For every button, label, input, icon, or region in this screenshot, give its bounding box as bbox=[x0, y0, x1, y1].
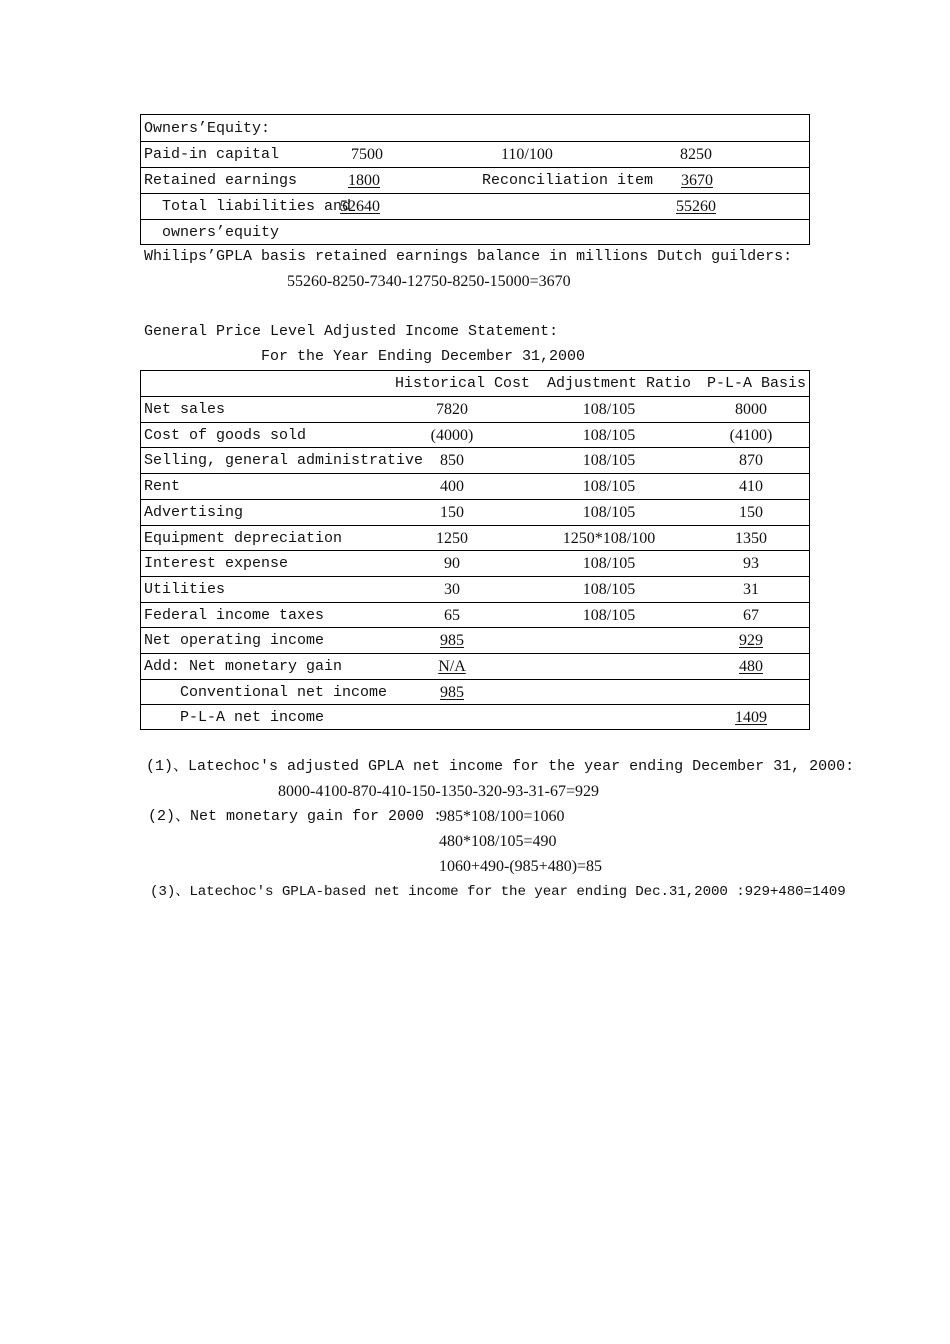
income-statement-title: General Price Level Adjusted Income Statement: bbox=[144, 323, 559, 340]
row-label: Add: Net monetary gain bbox=[144, 658, 343, 675]
adjustment-ratio-cell: 108/105 bbox=[582, 606, 636, 624]
pla-basis-cell: 1350 bbox=[735, 529, 767, 547]
row-label: Conventional net income bbox=[144, 683, 388, 701]
table-row bbox=[141, 525, 809, 551]
answer-2-calc-1: 985*108/100=1060 bbox=[439, 808, 565, 825]
answer-1-line: (1)、Latechoc's adjusted GPLA net income for the year ending December 31, 2000: bbox=[146, 758, 855, 775]
equity-label: Retained earnings bbox=[144, 172, 298, 189]
equity-row bbox=[141, 167, 809, 193]
equity-amount: 7500 bbox=[351, 146, 383, 163]
row-label: Net operating income bbox=[144, 632, 325, 650]
pla-basis-cell: 67 bbox=[743, 606, 759, 624]
pla-basis-cell: 870 bbox=[739, 452, 763, 470]
row-label: Equipment depreciation bbox=[144, 529, 343, 547]
answer-1-calc: 8000-4100-870-410-150-1350-320-93-31-67=929 bbox=[278, 783, 599, 800]
table-row bbox=[141, 550, 809, 576]
pla-basis-cell: 480 bbox=[739, 658, 763, 675]
table-row bbox=[141, 576, 809, 602]
table-row bbox=[141, 422, 809, 448]
pla-basis-cell: 410 bbox=[739, 478, 763, 496]
historical-cost-cell: 400 bbox=[440, 478, 464, 496]
historical-cost-cell: 985 bbox=[440, 632, 464, 650]
equity-label: owners’equity bbox=[144, 224, 280, 241]
table-row bbox=[141, 473, 809, 499]
row-label: Advertising bbox=[144, 503, 244, 521]
row-label: Utilities bbox=[144, 580, 226, 598]
historical-cost-cell: 985 bbox=[440, 683, 464, 701]
table-row bbox=[141, 447, 809, 473]
equity-ratio: 110/100 bbox=[501, 146, 553, 163]
adjustment-ratio-cell: 108/105 bbox=[582, 555, 636, 573]
equity-ratio: Reconciliation item bbox=[482, 172, 654, 189]
income-statement-subtitle: For the Year Ending December 31,2000 bbox=[261, 348, 586, 365]
historical-cost-cell: 7820 bbox=[436, 401, 468, 418]
table-row bbox=[141, 679, 809, 705]
equity-label: Paid-in capital bbox=[144, 146, 280, 163]
equity-row bbox=[141, 141, 809, 167]
historical-cost-cell: 65 bbox=[444, 606, 460, 624]
header-historical-cost: Historical Cost bbox=[395, 375, 531, 392]
row-label: Federal income taxes bbox=[144, 606, 325, 624]
row-label: Rent bbox=[144, 478, 181, 496]
adjustment-ratio-cell: 108/105 bbox=[582, 580, 636, 598]
pla-basis-cell: (4100) bbox=[729, 426, 773, 444]
historical-cost-cell: N/A bbox=[438, 658, 466, 675]
adjustment-ratio-cell: 108/105 bbox=[582, 503, 636, 521]
retained-note-calc: 55260-8250-7340-12750-8250-15000=3670 bbox=[287, 273, 571, 290]
historical-cost-cell: 850 bbox=[440, 452, 464, 470]
row-label: Interest expense bbox=[144, 555, 289, 573]
header-adjustment-ratio: Adjustment Ratio bbox=[547, 375, 692, 392]
equity-adjusted: 55260 bbox=[676, 198, 716, 215]
table-row bbox=[141, 653, 809, 679]
row-label: P-L-A net income bbox=[144, 709, 325, 727]
historical-cost-cell: 30 bbox=[444, 580, 460, 598]
pla-basis-cell: 31 bbox=[743, 580, 759, 598]
answer-2-label: (2)、Net monetary gain for 2000 : bbox=[148, 808, 443, 825]
table-row bbox=[141, 499, 809, 525]
table-row bbox=[141, 627, 809, 653]
adjustment-ratio-cell: 108/105 bbox=[582, 426, 636, 444]
adjustment-ratio-cell: 108/105 bbox=[582, 478, 636, 496]
equity-row bbox=[141, 115, 809, 141]
table-row bbox=[141, 396, 809, 422]
answer-2-calc-3: 1060+490-(985+480)=85 bbox=[439, 858, 603, 875]
equity-amount: 1800 bbox=[348, 172, 380, 189]
equity-row bbox=[141, 193, 809, 219]
historical-cost-cell: (4000) bbox=[430, 426, 474, 444]
table-header-row bbox=[141, 371, 809, 396]
pla-basis-cell: 1409 bbox=[735, 709, 767, 727]
historical-cost-cell: 150 bbox=[440, 503, 464, 521]
row-label: Net sales bbox=[144, 401, 226, 418]
equity-adjusted: 3670 bbox=[681, 172, 713, 189]
answer-2-calc-2: 480*108/105=490 bbox=[439, 833, 557, 850]
equity-label: Total liabilities and bbox=[144, 198, 352, 215]
row-label: Selling, general administrative bbox=[144, 452, 424, 470]
pla-basis-cell: 8000 bbox=[735, 401, 767, 418]
answer-3-line: (3)、Latechoc's GPLA-based net income for the year ending Dec.31,2000 :929+480=1409 bbox=[150, 884, 846, 900]
historical-cost-cell: 90 bbox=[444, 555, 460, 573]
adjustment-ratio-cell: 108/105 bbox=[582, 452, 636, 470]
adjustment-ratio-cell: 108/105 bbox=[582, 401, 636, 418]
income-statement-table bbox=[140, 370, 810, 730]
table-row bbox=[141, 704, 809, 730]
owners-equity-table bbox=[140, 114, 810, 245]
pla-basis-cell: 929 bbox=[739, 632, 763, 650]
historical-cost-cell: 1250 bbox=[436, 529, 468, 547]
retained-note-line1: Whilips’GPLA basis retained earnings balance in millions Dutch guilders: bbox=[144, 248, 793, 265]
adjustment-ratio-cell: 1250*108/100 bbox=[562, 529, 656, 547]
equity-amount: 52640 bbox=[340, 198, 380, 215]
equity-label: Owners’Equity: bbox=[144, 120, 271, 137]
equity-adjusted: 8250 bbox=[680, 146, 712, 163]
table-row bbox=[141, 602, 809, 628]
pla-basis-cell: 93 bbox=[743, 555, 759, 573]
header-pla-basis: P-L-A Basis bbox=[707, 375, 807, 392]
row-label: Cost of goods sold bbox=[144, 426, 307, 444]
pla-basis-cell: 150 bbox=[739, 503, 763, 521]
equity-row bbox=[141, 219, 809, 244]
